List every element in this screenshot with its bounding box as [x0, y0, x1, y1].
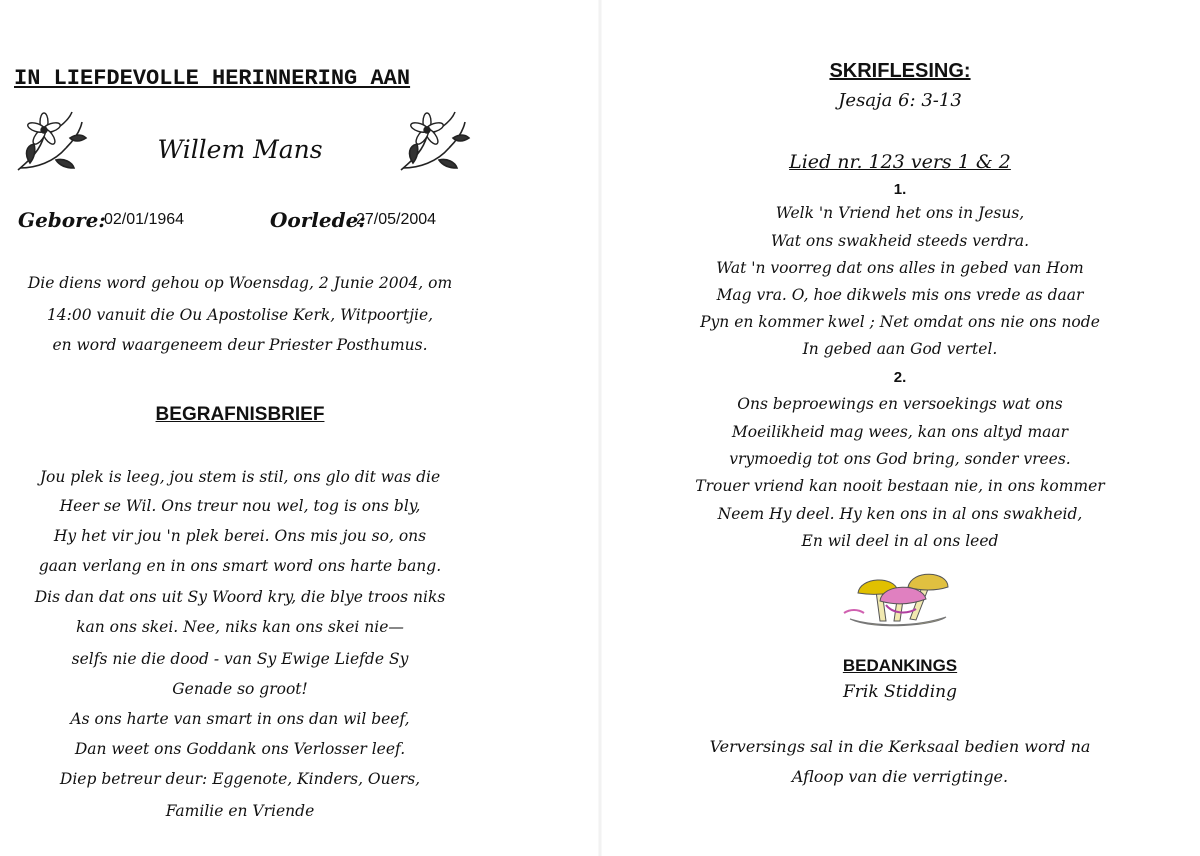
closing-line: Verversings sal in die Kerksaal bedien word na [709, 737, 1091, 756]
hymn-title: Lied nr. 123 vers 1 & 2 [789, 151, 1011, 173]
hymn-line: Welk 'n Vriend het ons in Jesus, [775, 204, 1025, 222]
deceased-name: Willem Mans [157, 135, 323, 164]
letter-line: Familie en Vriende [165, 802, 315, 820]
hymn-line: Ons beproewings en versoekings wat ons [737, 395, 1063, 413]
hymn-line: vrymoedig tot ons God bring, sonder vrees. [729, 450, 1071, 468]
letter-title: BEGRAFNISBRIEF [155, 404, 325, 425]
hymn-line: Mag vra. O, hoe dikwels mis ons vrede as daar [716, 286, 1084, 304]
letter-line: Dis dan dat ons uit Sy Woord kry, die blye troos niks [34, 588, 446, 606]
hymn-line: En wil deel in al ons leed [801, 532, 999, 550]
verse-number: 1. [893, 181, 907, 198]
right-page [600, 0, 1200, 856]
hymn-line: Neem Hy deel. Hy ken ons in al ons swakheid, [717, 505, 1083, 523]
letter-line: Diep betreur deur: Eggenote, Kinders, Ouers, [59, 770, 421, 788]
letter-line: Genade so groot! [172, 680, 308, 698]
letter-line: Hy het vir jou 'n plek berei. Ons mis jou so, ons [53, 527, 427, 545]
letter-line: kan ons skei. Nee, niks kan ons skei nie— [76, 618, 404, 636]
hymn-line: Trouer vriend kan nooit bestaan nie, in ons kommer [695, 477, 1105, 495]
flower-icon [10, 108, 90, 178]
letter-line: Dan weet ons Goddank ons Verlosser leef. [74, 740, 406, 758]
thanks-name: Frik Stidding [842, 682, 957, 702]
letter-line: gaan verlang en in ons smart word ons harte bang. [38, 557, 442, 575]
letter-line: Heer se Wil. Ons treur nou wel, tog is ons bly, [59, 497, 421, 515]
reading-reference: Jesaja 6: 3-13 [838, 90, 962, 111]
hymn-line: Moeilikheid mag wees, kan ons altyd maar [731, 423, 1069, 441]
born-label: Gebore: [18, 208, 106, 232]
hymn-line: In gebed aan God vertel. [802, 340, 998, 358]
service-line: 14:00 vanuit die Ou Apostolise Kerk, Witpoortjie, [46, 306, 434, 324]
hymn-line: Wat 'n voorreg dat ons alles in gebed van Hom [716, 259, 1084, 277]
service-line: en word waargeneem deur Priester Posthumus. [52, 336, 428, 354]
service-line: Die diens word gehou op Woensdag, 2 Junie 2004, om [27, 274, 453, 292]
flower-icon [393, 108, 473, 178]
thanks-title: BEDANKINGS [842, 656, 958, 675]
hymn-line: Pyn en kommer kwel ; Net omdat ons nie ons node [700, 313, 1100, 331]
died-date: 27/05/2004 [356, 211, 437, 228]
died-label: Oorlede: [270, 208, 366, 232]
born-date: 02/01/1964 [104, 211, 185, 228]
closing-line: Afloop van die verrigtinge. [791, 767, 1009, 786]
verse-number: 2. [893, 369, 907, 386]
letter-line: Jou plek is leeg, jou stem is stil, ons glo dit was die [39, 468, 441, 486]
reading-title: SKRIFLESING: [829, 60, 971, 82]
memorial-heading: IN LIEFDEVOLLE HERINNERING AAN [14, 66, 411, 91]
letter-line: selfs nie die dood - van Sy Ewige Liefde Sy [71, 650, 409, 668]
mushrooms-illustration [836, 565, 952, 629]
letter-line: As ons harte van smart in ons dan wil beef, [70, 710, 410, 728]
hymn-line: Wat ons swakheid steeds verdra. [770, 232, 1030, 250]
